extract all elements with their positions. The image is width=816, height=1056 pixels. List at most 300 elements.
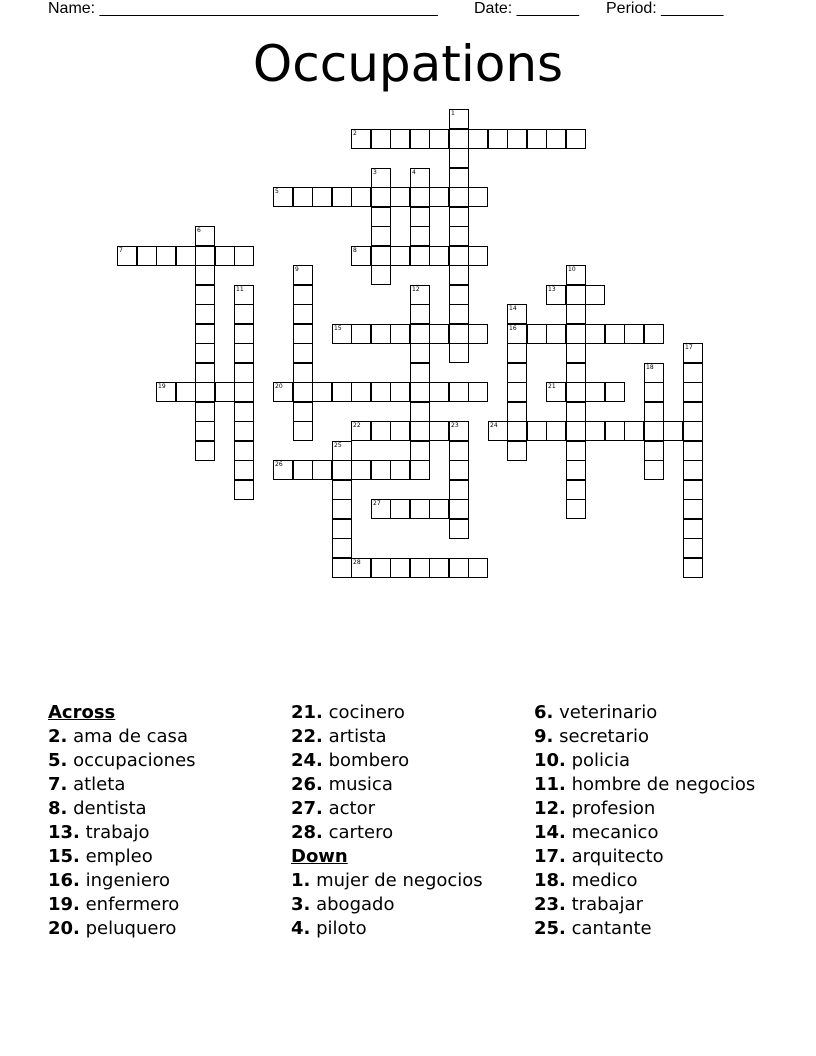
crossword-cell[interactable] [156,246,176,266]
crossword-cell[interactable] [429,129,449,149]
clue-number: 16. [48,870,80,891]
clue-number: 11. [534,774,566,795]
crossword-cell[interactable] [371,265,391,285]
crossword-cell[interactable] [546,285,566,305]
crossword-cell[interactable] [566,480,586,500]
crossword-cell[interactable] [234,460,254,480]
crossword-cell[interactable] [371,246,391,266]
crossword-cell[interactable] [390,460,410,480]
crossword-cell[interactable] [410,304,430,324]
crossword-cell[interactable] [293,460,313,480]
crossword-cell[interactable] [488,129,508,149]
cell-number: 18 [646,364,654,371]
crossword-cell[interactable] [410,187,430,207]
crossword-cell[interactable] [566,499,586,519]
clue-text: mecanico [565,822,659,843]
crossword-cell[interactable] [585,324,605,344]
crossword-cell[interactable] [410,558,430,578]
crossword-cell[interactable] [527,129,547,149]
crossword-cell[interactable] [390,187,410,207]
crossword-cell[interactable] [527,421,547,441]
crossword-cell[interactable] [449,382,469,402]
crossword-cell[interactable] [585,421,605,441]
cell-number: 22 [353,422,361,429]
clue-item [291,917,541,941]
crossword-cell[interactable] [234,285,254,305]
crossword-cell[interactable] [429,558,449,578]
clue-text: policia [565,750,630,771]
crossword-cell[interactable] [468,382,488,402]
crossword-cell[interactable] [117,246,137,266]
crossword-cell[interactable] [293,382,313,402]
cell-number: 24 [490,422,498,429]
crossword-cell[interactable] [566,129,586,149]
clue-item [48,725,298,749]
cell-number: 7 [119,247,123,254]
crossword-cell[interactable] [449,499,469,519]
crossword-cell[interactable] [468,187,488,207]
clue-text: piloto [310,918,367,939]
crossword-cell[interactable] [449,168,469,188]
clue-text: cartero [322,822,394,843]
clue-number: 26. [291,774,323,795]
clue-item [291,701,541,725]
crossword-cell[interactable] [683,363,703,383]
cell-number: 28 [353,559,361,566]
clue-text: cantante [565,918,652,939]
crossword-cell[interactable] [371,207,391,227]
clue-number: 13. [48,822,80,843]
crossword-cell[interactable] [332,382,352,402]
crossword-cell[interactable] [468,558,488,578]
cell-number: 15 [334,325,342,332]
crossword-cell[interactable] [332,460,352,480]
crossword-cell[interactable] [293,265,313,285]
crossword-cell[interactable] [410,499,430,519]
crossword-cell[interactable] [683,558,703,578]
crossword-cell[interactable] [449,265,469,285]
crossword-cell[interactable] [195,285,215,305]
clue-text: trabajo [79,822,150,843]
clue-column-3 [534,701,784,941]
crossword-cell[interactable] [137,246,157,266]
crossword-cell[interactable] [429,382,449,402]
cell-number: 16 [509,325,517,332]
clue-item [534,725,784,749]
crossword-cell[interactable] [234,343,254,363]
crossword-cell[interactable] [332,499,352,519]
crossword-cell[interactable] [605,324,625,344]
crossword-cell[interactable] [332,441,352,461]
clue-item [534,773,784,797]
crossword-cell[interactable] [429,324,449,344]
crossword-cell[interactable] [566,343,586,363]
crossword-cell[interactable] [390,246,410,266]
clue-text: peluquero [79,918,177,939]
crossword-cell[interactable] [429,187,449,207]
clue-number: 5. [48,750,68,771]
clue-number: 21. [291,702,323,723]
crossword-cell[interactable] [527,324,547,344]
crossword-cell[interactable] [234,246,254,266]
cell-number: 3 [373,169,377,176]
crossword-cell[interactable] [683,538,703,558]
crossword-cell[interactable] [449,441,469,461]
cell-number: 10 [568,266,576,273]
crossword-cell[interactable] [566,421,586,441]
clue-text: hombre de negocios [565,774,756,795]
crossword-cell[interactable] [390,421,410,441]
crossword-cell[interactable] [390,324,410,344]
crossword-cell[interactable] [468,246,488,266]
crossword-cell[interactable] [371,499,391,519]
clue-number: 12. [534,798,566,819]
crossword-cell[interactable] [449,129,469,149]
crossword-cell[interactable] [156,382,176,402]
clue-text: atleta [67,774,126,795]
crossword-cell[interactable] [332,519,352,539]
crossword-cell[interactable] [624,324,644,344]
crossword-cell[interactable] [371,168,391,188]
crossword-cell[interactable] [429,246,449,266]
crossword-cell[interactable] [429,499,449,519]
crossword-cell[interactable] [449,304,469,324]
crossword-cell[interactable] [351,558,371,578]
clue-number: 19. [48,894,80,915]
crossword-cell[interactable] [234,441,254,461]
clue-number: 6. [534,702,554,723]
crossword-cell[interactable] [293,285,313,305]
crossword-cell[interactable] [507,324,527,344]
clue-text: bombero [322,750,410,771]
crossword-cell[interactable] [332,187,352,207]
crossword-cell[interactable] [468,324,488,344]
crossword-cell[interactable] [371,187,391,207]
crossword-cell[interactable] [449,519,469,539]
crossword-cell[interactable] [410,129,430,149]
crossword-cell[interactable] [449,460,469,480]
crossword-cell[interactable] [195,324,215,344]
crossword-cell[interactable] [566,382,586,402]
cell-number: 2 [353,130,357,137]
clue-number: 18. [534,870,566,891]
name-field[interactable]: Name: ______________________________________ [48,0,438,17]
crossword-cell[interactable] [449,207,469,227]
crossword-cell[interactable] [195,363,215,383]
crossword-cell[interactable] [507,343,527,363]
crossword-cell[interactable] [507,304,527,324]
clue-number: 1. [291,870,311,891]
crossword-cell[interactable] [195,304,215,324]
clue-text: trabajar [565,894,643,915]
crossword-cell[interactable] [410,285,430,305]
crossword-cell[interactable] [683,519,703,539]
crossword-cell[interactable] [390,382,410,402]
clue-item [291,869,541,893]
crossword-cell[interactable] [449,246,469,266]
clue-text: empleo [79,846,153,867]
crossword-cell[interactable] [234,421,254,441]
crossword-cell[interactable] [176,246,196,266]
crossword-cell[interactable] [371,421,391,441]
clue-text: abogado [310,894,395,915]
crossword-cell[interactable] [644,402,664,422]
cell-number: 25 [334,442,342,449]
crossword-cell[interactable] [683,480,703,500]
puzzle-title: Occupations [252,35,564,93]
clue-number: 10. [534,750,566,771]
crossword-cell[interactable] [293,421,313,441]
clue-item [291,725,541,749]
clue-text: medico [565,870,638,891]
crossword-cell[interactable] [644,382,664,402]
clue-number: 9. [534,726,554,747]
crossword-cell[interactable] [293,402,313,422]
crossword-cell[interactable] [449,558,469,578]
date-field[interactable]: Date: _______ [474,0,579,17]
crossword-cell[interactable] [410,363,430,383]
crossword-cell[interactable] [371,460,391,480]
clue-number: 28. [291,822,323,843]
crossword-cell[interactable] [644,460,664,480]
crossword-cell[interactable] [195,441,215,461]
crossword-cell[interactable] [195,382,215,402]
crossword-cell[interactable] [507,363,527,383]
crossword-cell[interactable] [371,558,391,578]
crossword-cell[interactable] [332,538,352,558]
crossword-cell[interactable] [312,460,332,480]
crossword-cell[interactable] [234,402,254,422]
clue-number: 14. [534,822,566,843]
clue-number: 23. [534,894,566,915]
crossword-cell[interactable] [683,441,703,461]
crossword-cell[interactable] [390,129,410,149]
crossword-cell[interactable] [683,382,703,402]
crossword-cell[interactable] [351,460,371,480]
clue-text: ingeniero [79,870,171,891]
crossword-cell[interactable] [429,421,449,441]
crossword-cell[interactable] [371,129,391,149]
crossword-cell[interactable] [449,187,469,207]
clue-item [534,869,784,893]
crossword-cell[interactable] [507,441,527,461]
clue-item [291,821,541,845]
crossword-cell[interactable] [566,363,586,383]
crossword-cell[interactable] [585,285,605,305]
crossword-cell[interactable] [683,460,703,480]
clue-number: 22. [291,726,323,747]
crossword-cell[interactable] [293,343,313,363]
clue-text: actor [322,798,376,819]
clue-number: 25. [534,918,566,939]
crossword-cell[interactable] [624,421,644,441]
crossword-cell[interactable] [605,382,625,402]
crossword-cell[interactable] [566,285,586,305]
clue-text: dentista [67,798,147,819]
crossword-cell[interactable] [449,148,469,168]
clue-item [48,845,298,869]
crossword-cell[interactable] [195,343,215,363]
crossword-cell[interactable] [566,324,586,344]
crossword-cell[interactable] [449,285,469,305]
crossword-cell[interactable] [585,382,605,402]
clue-section-heading: Across [48,702,116,723]
crossword-cell[interactable] [195,226,215,246]
crossword-cell[interactable] [507,421,527,441]
clue-text: arquitecto [565,846,664,867]
clue-item [534,701,784,725]
crossword-cell[interactable] [371,226,391,246]
crossword-cell[interactable] [332,558,352,578]
clue-number: 24. [291,750,323,771]
crossword-cell[interactable] [566,441,586,461]
crossword-cell[interactable] [683,402,703,422]
crossword-cell[interactable] [371,382,391,402]
crossword-cell[interactable] [566,304,586,324]
crossword-cell[interactable] [449,343,469,363]
crossword-cell[interactable] [332,324,352,344]
clue-item [48,773,298,797]
crossword-cell[interactable] [546,382,566,402]
crossword-cell[interactable] [644,324,664,344]
cell-number: 20 [275,383,283,390]
crossword-cell[interactable] [546,421,566,441]
crossword-cell[interactable] [644,441,664,461]
cell-number: 6 [197,227,201,234]
crossword-cell[interactable] [410,226,430,246]
crossword-cell[interactable] [410,382,430,402]
crossword-cell[interactable] [605,421,625,441]
crossword-cell[interactable] [410,246,430,266]
clue-text: occupaciones [67,750,196,771]
clue-item [534,845,784,869]
crossword-cell[interactable] [507,129,527,149]
cell-number: 26 [275,461,283,468]
crossword-cell[interactable] [449,324,469,344]
crossword-cell[interactable] [449,109,469,129]
clue-number: 15. [48,846,80,867]
crossword-cell[interactable] [468,129,488,149]
crossword-cell[interactable] [410,441,430,461]
crossword-cell[interactable] [488,421,508,441]
clue-text: musica [322,774,393,795]
crossword-cell[interactable] [293,363,313,383]
clue-number: 4. [291,918,311,939]
crossword-cell[interactable] [546,324,566,344]
crossword-cell[interactable] [195,246,215,266]
crossword-cell[interactable] [176,382,196,402]
crossword-cell[interactable] [234,480,254,500]
crossword-cell[interactable] [449,421,469,441]
cell-number: 1 [451,110,455,117]
cell-number: 19 [158,383,166,390]
cell-number: 8 [353,247,357,254]
crossword-cell[interactable] [234,324,254,344]
crossword-cell[interactable] [273,382,293,402]
crossword-cell[interactable] [351,129,371,149]
crossword-cell[interactable] [410,343,430,363]
crossword-cell[interactable] [566,402,586,422]
clue-item [291,749,541,773]
crossword-cell[interactable] [449,226,469,246]
crossword-cell[interactable] [507,382,527,402]
crossword-cell[interactable] [215,246,235,266]
crossword-cell[interactable] [546,129,566,149]
crossword-cell[interactable] [195,421,215,441]
crossword-cell[interactable] [390,499,410,519]
crossword-cell[interactable] [390,558,410,578]
clue-item [534,749,784,773]
crossword-cell[interactable] [215,382,235,402]
clue-item [534,917,784,941]
crossword-cell[interactable] [234,363,254,383]
crossword-cell[interactable] [312,382,332,402]
crossword-cell[interactable] [449,480,469,500]
clue-item [534,821,784,845]
crossword-cell[interactable] [410,421,430,441]
crossword-cell[interactable] [195,265,215,285]
crossword-cell[interactable] [293,187,313,207]
crossword-cell[interactable] [410,460,430,480]
cell-number: 12 [412,286,420,293]
crossword-cell[interactable] [663,421,683,441]
crossword-cell[interactable] [410,207,430,227]
crossword-cell[interactable] [351,187,371,207]
clue-text: cocinero [322,702,405,723]
cell-number: 23 [451,422,459,429]
crossword-cell[interactable] [293,304,313,324]
clue-number: 7. [48,774,68,795]
crossword-cell[interactable] [410,168,430,188]
crossword-cell[interactable] [234,304,254,324]
crossword-cell[interactable] [566,460,586,480]
crossword-cell[interactable] [566,265,586,285]
crossword-cell[interactable] [351,246,371,266]
clue-item [48,749,298,773]
crossword-cell[interactable] [410,324,430,344]
clue-item [48,797,298,821]
clue-item [291,773,541,797]
clue-number: 20. [48,918,80,939]
crossword-cell[interactable] [351,324,371,344]
period-field[interactable]: Period: _______ [606,0,724,17]
cell-number: 21 [548,383,556,390]
crossword-cell[interactable] [234,382,254,402]
clue-item [48,893,298,917]
crossword-cell[interactable] [332,480,352,500]
crossword-cell[interactable] [273,460,293,480]
clue-text: ama de casa [67,726,188,747]
cell-number: 11 [236,286,244,293]
crossword-cell[interactable] [410,402,430,422]
crossword-cell[interactable] [293,324,313,344]
crossword-cell[interactable] [195,402,215,422]
crossword-cell[interactable] [351,382,371,402]
crossword-cell[interactable] [273,187,293,207]
crossword-cell[interactable] [644,421,664,441]
crossword-cell[interactable] [371,324,391,344]
clue-item [534,797,784,821]
crossword-cell[interactable] [683,421,703,441]
crossword-cell[interactable] [351,421,371,441]
crossword-cell[interactable] [507,402,527,422]
crossword-cell[interactable] [683,343,703,363]
crossword-cell[interactable] [683,499,703,519]
clue-text: mujer de negocios [310,870,483,891]
crossword-cell[interactable] [312,187,332,207]
crossword-cell[interactable] [644,363,664,383]
cell-number: 27 [373,500,381,507]
